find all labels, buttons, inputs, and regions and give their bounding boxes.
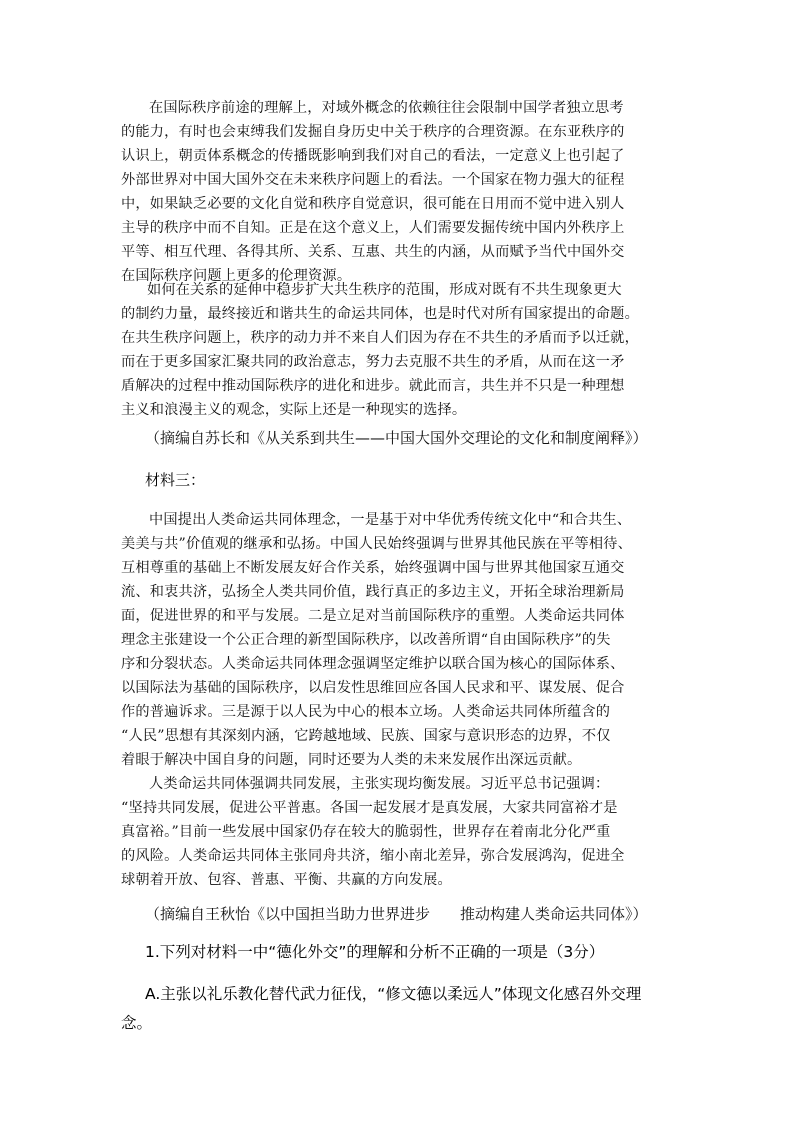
text-line: 流、和衷共济，弘扬全人类共同价值，践行真正的多边主义，开拓全球治理新局 xyxy=(121,584,625,600)
text-line: 的风险。人类命运共同体主张同舟共济，缩小南北差异，弥合发展鸿沟，促进全 xyxy=(121,848,625,864)
text-line: 平等、相互代理、各得其所、关系、互惠、共生的内涵，从而赋予当代中国外交 xyxy=(121,244,625,260)
text-line: 理念主张建设一个公正合理的新型国际秩序，以改善所谓“自由国际秩序”的失 xyxy=(121,632,611,648)
text-line: 中，如果缺乏必要的文化自觉和秩序自觉意识，很可能在日用而不觉中进入别人 xyxy=(121,196,625,212)
option-a xyxy=(121,980,681,1038)
option-a-line-2: 念。 xyxy=(121,1014,153,1032)
text-line: 的能力，有时也会束缚我们发掘自身历史中关于秩序的合理资源。在东亚秩序的 xyxy=(121,124,625,140)
paragraph-3 xyxy=(121,508,679,772)
text-line: “人民”思想有其深刻内涵，它跨越地域、民族、国家与意识形态的边界，不仅 xyxy=(121,728,611,744)
paragraph-2 xyxy=(121,278,679,422)
paragraph-1 xyxy=(121,96,679,288)
text-line: 盾解决的过程中推动国际秩序的进化和进步。就此而言，共生并不只是一种理想 xyxy=(121,378,625,394)
material-3-label: 材料三： xyxy=(145,471,206,489)
text-line: 球朝着开放、包容、普惠、平衡、共赢的方向发展。 xyxy=(121,872,452,888)
text-line: 以国际法为基础的国际秩序，以启发性思维回应各国人民求和平、谋发展、促合 xyxy=(121,680,625,696)
text-line: 主义和浪漫主义的观念，实际上还是一种现实的选择。 xyxy=(121,402,467,418)
text-line: 在国际秩序问题上更多的伦理资源。 xyxy=(121,268,352,284)
option-a-line-1: A.主张以礼乐教化替代武力征伐，“修文德以柔远人”体现文化感召外交理 xyxy=(145,985,642,1003)
text-line: 的制约力量，最终接近和谐共生的命运共同体，也是时代对所有国家提出的命题。 xyxy=(121,306,639,322)
text-line: 作的普遍诉求。三是源于以人民为中心的根本立场。人类命运共同体所蕴含的 xyxy=(121,704,611,720)
text-line: 真富裕。”目前一些发展中国家仍存在较大的脆弱性，世界存在着南北分化严重 xyxy=(121,824,611,840)
text-line: 主导的秩序中而不自知。正是在这个意义上，人们需要发掘传统中国内外秩序上 xyxy=(121,220,625,236)
question-1: 1.下列对材料一中“德化外交”的理解和分析不正确的一项是（3分） xyxy=(145,943,605,961)
text-line: 美美与共”价值观的继承和弘扬。中国人民始终强调与世界其他民族在平等相待、 xyxy=(121,536,633,552)
text-line: 认识上，朝贡体系概念的传播既影响到我们对自己的看法，一定意义上也引起了 xyxy=(121,148,625,164)
text-line: 互相尊重的基础上不断发展友好合作关系，始终强调中国与世界其他国家互通交 xyxy=(121,560,625,576)
text-line: 序和分裂状态。人类命运共同体理念强调坚定维护以联合国为核心的国际体系、 xyxy=(121,656,625,672)
source-citation-1: （摘编自苏长和《从关系到共生——中国大国外交理论的文化和制度阐释》） xyxy=(145,429,648,447)
text-line: 中国提出人类命运共同体理念，一是基于对中华优秀传统文化中“和合共生、 xyxy=(149,512,632,528)
text-line: 外部世界对中国大国外交在未来秩序问题上的看法。一个国家在物力强大的征程 xyxy=(121,172,625,188)
text-line: 而在于更多国家汇聚共同的政治意志，努力去克服不共生的矛盾，从而在这一矛 xyxy=(121,354,625,370)
text-line: 如何在关系的延伸中稳步扩大共生秩序的范围，形成对既有不共生现象更大 xyxy=(147,282,622,298)
text-line: 着眼于解决中国自身的问题，同时还要为人类的未来发展作出深远贡献。 xyxy=(121,752,582,768)
text-line: “坚持共同发展，促进公平普惠。各国一起发展才是真发展，大家共同富裕才是 xyxy=(121,800,618,816)
text-line: 在共生秩序问题上，秩序的动力并不来自人们因为存在不共生的矛盾而予以迁就， xyxy=(121,330,639,346)
text-line: 人类命运共同体强调共同发展，主张实现均衡发展。习近平总书记强调： xyxy=(149,776,610,792)
text-line: 在国际秩序前途的理解上，对域外概念的依赖往往会限制中国学者独立思考 xyxy=(149,100,624,116)
paragraph-4 xyxy=(121,772,679,892)
source-citation-2: （摘编自王秋怡《以中国担当助力世界进步 推动构建人类命运共同体》） xyxy=(145,905,648,923)
text-line: 面，促进世界的和平与发展。二是立足对当前国际秩序的重塑。人类命运共同体 xyxy=(121,608,625,624)
